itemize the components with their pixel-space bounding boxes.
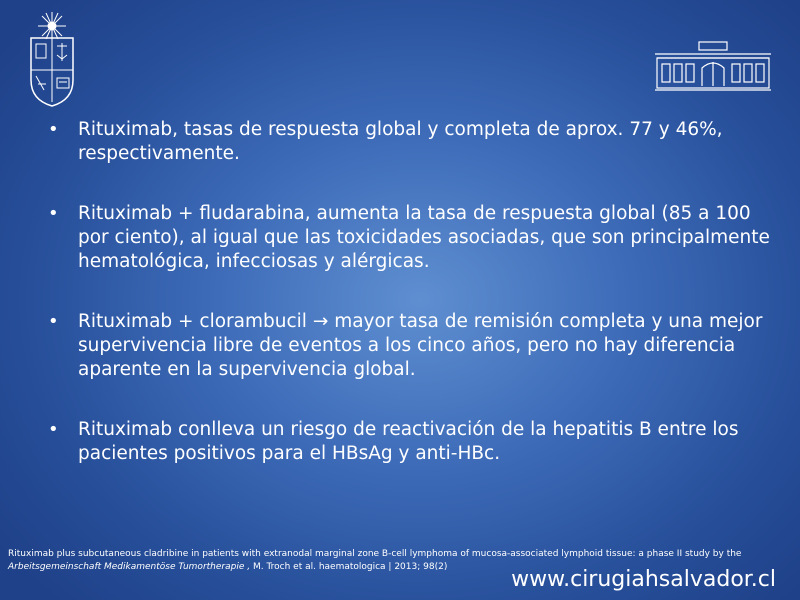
bullet-item bbox=[48, 202, 773, 274]
bullet-marker: • bbox=[48, 419, 59, 440]
bullet-marker: • bbox=[48, 203, 59, 224]
bullet-text: Rituximab + fludarabina, aumenta la tasa de respuesta global (85 a 100 por ciento), al igual que las toxicidades asociadas, que son principalmente hematológica, infecciosas y alérgicas. bbox=[78, 203, 770, 272]
bullet-list bbox=[48, 118, 773, 502]
bullet-text: Rituximab conlleva un riesgo de reactivación de la hepatitis B entre los pacientes positivos para el HBsAg y anti-HBc. bbox=[78, 419, 739, 464]
bullet-marker: • bbox=[48, 119, 59, 140]
bullet-item bbox=[48, 118, 773, 166]
hospital-building-icon bbox=[653, 40, 773, 92]
footnote-citation: M. Troch et al. haematologica | 2013; 98(2) bbox=[250, 562, 448, 572]
website-url: www.cirugiahsalvador.cl bbox=[511, 567, 776, 592]
bullet-item bbox=[48, 418, 773, 466]
bullet-text: Rituximab, tasas de respuesta global y completa de aprox. 77 y 46%, respectivamente. bbox=[78, 119, 723, 164]
bullet-marker: • bbox=[48, 311, 59, 332]
bullet-item bbox=[48, 310, 773, 382]
footnote-line-1: Rituximab plus subcutaneous cladribine in patients with extranodal marginal zone B-cell lymphoma of mucosa-associated lymphoid tissue: a phase II study by the bbox=[8, 549, 742, 559]
bullet-text: Rituximab + clorambucil → mayor tasa de remisión completa y una mejor supervivencia libre de eventos a los cinco años, pero no hay diferencia aparente en la supervivencia global. bbox=[78, 311, 763, 380]
university-crest-icon bbox=[26, 10, 78, 108]
footnote-italic-text: Arbeitsgemeinschaft Medikamentöse Tumortherapie , bbox=[8, 562, 251, 572]
